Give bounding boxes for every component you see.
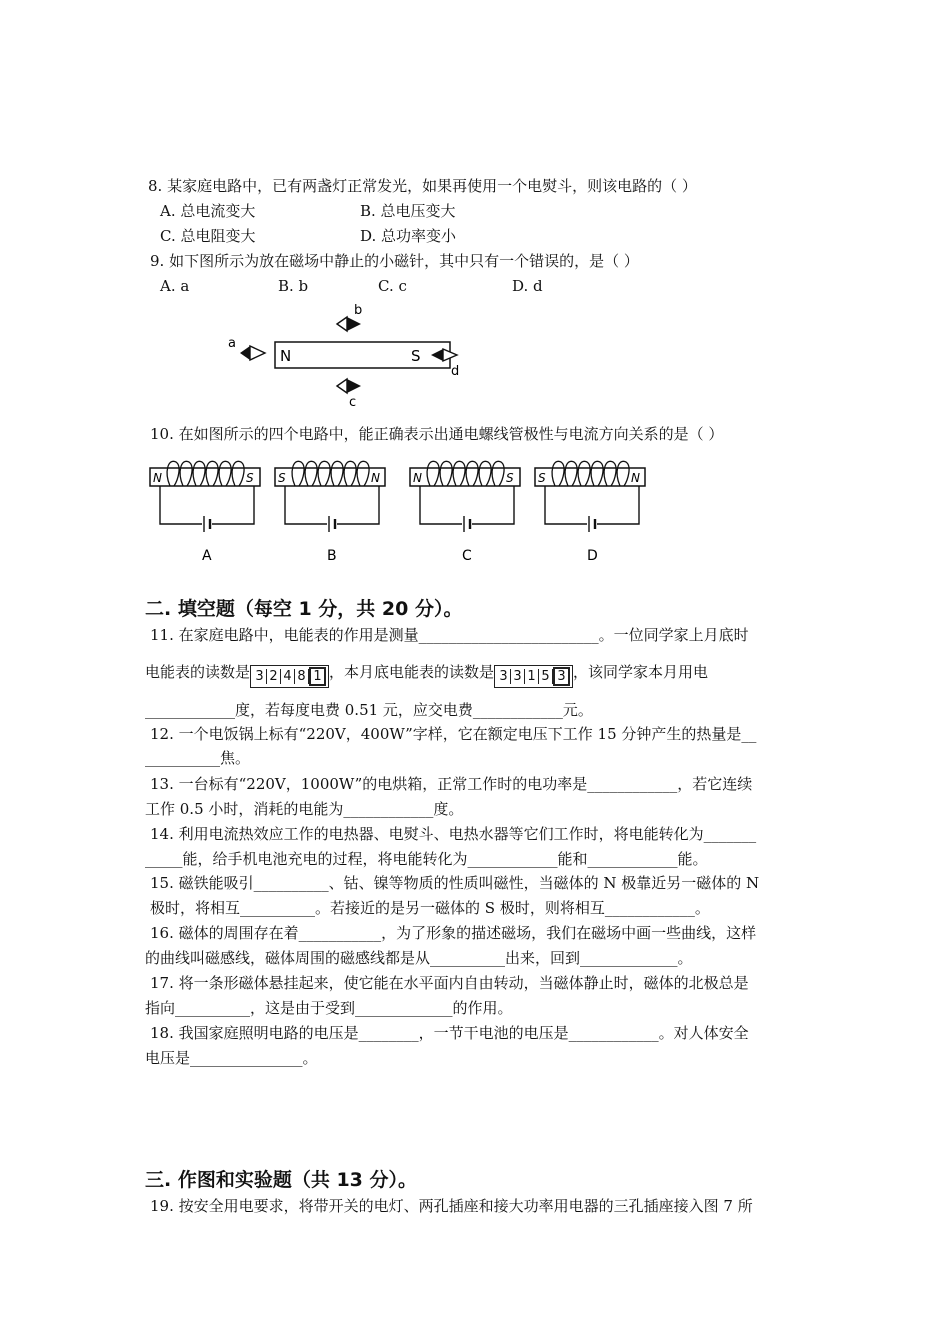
meter-digit: 8: [295, 669, 309, 684]
meter-digit: 3: [553, 667, 570, 686]
meter-digit: 5: [539, 669, 553, 684]
q9-option-c: C. c: [378, 277, 407, 295]
solenoid-circuit: [410, 461, 520, 564]
needle-c: [337, 379, 361, 410]
q17-line2: 指向__________，这是由于受到_____________的作用。: [145, 999, 513, 1017]
needle-d-label: d: [451, 364, 460, 379]
meter-reading-last-month: [250, 665, 329, 688]
solenoid-right-pole: N: [371, 471, 380, 485]
solenoid-left-pole: S: [538, 471, 546, 485]
solenoid-circuits-figure: [140, 456, 680, 568]
q14-line1: 14. 利用电流热效应工作的电热器、电熨斗、电热水器等它们工作时，将电能转化为_______: [150, 825, 757, 843]
q11-line2-text-a: 电能表的读数是: [145, 663, 251, 681]
bar-magnet: [275, 342, 450, 368]
needle-b: [337, 303, 362, 331]
q14-line2: _____能，给手机电池充电的过程，将电能转化为____________能和____________能。: [145, 850, 708, 868]
q19-line1: 19. 按安全用电要求，将带开关的电灯、两孔插座和接大功率用电器的三孔插座接入图 7 所: [150, 1197, 753, 1215]
needle-b-label: b: [354, 303, 363, 318]
q8-stem: 8. 某家庭电路中，已有两盏灯正常发光，如果再使用一个电熨斗，则该电路的（ ）: [148, 177, 697, 195]
q10-stem: 10. 在如图所示的四个电路中，能正确表示出通电螺线管极性与电流方向关系的是（ ）: [150, 425, 724, 443]
q9-option-a: A. a: [160, 277, 190, 295]
meter-digit: 3: [497, 669, 511, 684]
section-2-title: 二. 填空题（每空 1 分，共 20 分）。: [145, 598, 463, 620]
q17-line1: 17. 将一条形磁体悬挂起来，使它能在水平面内自由转动，当磁体静止时，磁体的北极总是: [150, 974, 749, 992]
meter-digit: 1: [525, 669, 539, 684]
q16-line1: 16. 磁体的周围存在着___________，为了形象的描述磁场，我们在磁场中画一些曲线，这样: [150, 924, 757, 942]
q13-line1: 13. 一台标有“220V，1000W”的电烘箱，正常工作时的电功率是____________，若它连续: [150, 775, 753, 793]
q12-line2: __________焦。: [145, 749, 251, 767]
circuit-option-label: A: [202, 548, 212, 564]
q11-line2-text-c: ，该同学家本月用电: [573, 663, 709, 681]
q8-option-a: A. 总电流变大: [160, 202, 256, 220]
circuit-option-label: B: [327, 548, 337, 564]
magnet-s-pole: S: [411, 347, 421, 365]
q15-line2: 极时，将相互__________。若接近的是另一磁体的 S 极时，则将相互____________。: [150, 899, 710, 917]
q15-line1: 15. 磁铁能吸引__________、钴、镍等物质的性质叫磁性，当磁体的 N 极靠近另一磁体的 N: [150, 874, 760, 892]
q9-option-b: B. b: [278, 277, 309, 295]
meter-digit: 3: [511, 669, 525, 684]
needle-a-label: a: [228, 336, 236, 351]
q8-option-c: C. 总电阻变大: [160, 227, 256, 245]
solenoid-circuit: [535, 461, 645, 564]
solenoid-right-pole: S: [246, 471, 254, 485]
q8-option-b: B. 总电压变大: [360, 202, 456, 220]
magnet-needles-figure: [225, 300, 470, 412]
q13-line2: 工作 0.5 小时，消耗的电能为____________度。: [145, 800, 464, 818]
q11-line2-text-b: ，本月底电能表的读数是: [329, 663, 495, 681]
solenoid-circuit: [150, 461, 260, 564]
solenoid-left-pole: N: [413, 471, 422, 485]
meter-digit: 2: [267, 669, 281, 684]
needle-d: [431, 349, 459, 379]
q18-line1: 18. 我国家庭照明电路的电压是________，一节干电池的电压是____________。对人体安全: [150, 1024, 749, 1042]
q11-line1: 11. 在家庭电路中，电能表的作用是测量________________________。一位同学家上月底时: [150, 626, 749, 644]
meter-digit: 1: [309, 667, 326, 686]
q11-line2: [145, 662, 708, 688]
solenoid-left-pole: N: [153, 471, 162, 485]
magnet-n-pole: N: [280, 347, 292, 365]
q11-line3: ____________度，若每度电费 0.51 元，应交电费____________元。: [145, 701, 593, 719]
solenoid-right-pole: S: [506, 471, 514, 485]
solenoid-circuit: [275, 461, 385, 564]
solenoid-right-pole: N: [631, 471, 640, 485]
q9-option-d: D. d: [512, 277, 543, 295]
needle-a: [228, 336, 265, 360]
q12-line1: 12. 一个电饭锅上标有“220V，400W”字样，它在额定电压下工作 15 分钟产生的热量是__: [150, 725, 757, 743]
meter-digit: 3: [253, 669, 267, 684]
solenoid-left-pole: S: [278, 471, 286, 485]
q9-stem: 9. 如下图所示为放在磁场中静止的小磁针，其中只有一个错误的，是（ ）: [150, 252, 639, 270]
q18-line2: 电压是_______________。: [145, 1049, 318, 1067]
q8-option-d: D. 总功率变小: [360, 227, 457, 245]
circuit-option-label: D: [587, 548, 598, 564]
circuit-option-label: C: [462, 548, 472, 564]
q16-line2: 的曲线叫磁感线，磁体周围的磁感线都是从__________出来，回到_____________。: [145, 949, 693, 967]
meter-reading-this-month: [494, 665, 573, 688]
section-3-title: 三. 作图和实验题（共 13 分）。: [145, 1169, 418, 1191]
meter-digit: 4: [281, 669, 295, 684]
needle-c-label: c: [349, 395, 357, 410]
